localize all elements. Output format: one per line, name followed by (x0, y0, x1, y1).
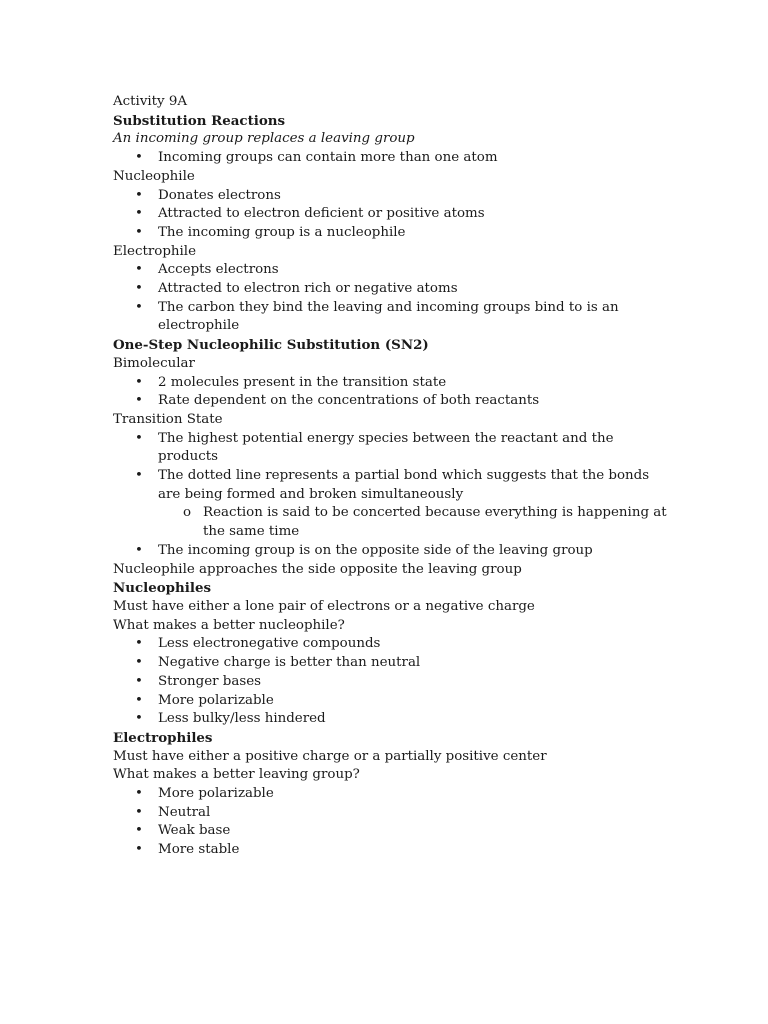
bullet-item (113, 374, 673, 393)
text-line: Must have either a positive charge or a partially positive center (113, 748, 547, 764)
section-heading: Nucleophiles (113, 580, 211, 597)
bullet-item (113, 822, 673, 841)
bullet-text: Less electronegative compounds (158, 636, 381, 652)
bullet-item (113, 654, 673, 673)
text-line: Nucleophile (113, 168, 195, 184)
bullet-marker: • (135, 150, 143, 166)
bullet-marker: • (135, 224, 143, 240)
bullet-text: The incoming group is on the opposite side of the leaving group (158, 542, 593, 558)
bullet-marker: • (135, 262, 143, 278)
bullet-marker: • (135, 542, 143, 558)
bullet-text: The carbon they bind the leaving and incoming groups bind to is an electrophile (158, 299, 619, 334)
bullet-marker: • (135, 711, 143, 727)
text-line: Activity 9A (113, 94, 188, 109)
bullet-text: Reaction is said to be concerted because everything is happening at the same time (203, 505, 667, 540)
bullet-marker: • (135, 393, 143, 409)
bullet-item (113, 299, 673, 336)
bullet-text: The dotted line represents a partial bond which suggests that the bonds are being formed and broken simultaneously (158, 468, 650, 502)
bullet-item (113, 280, 673, 299)
bullet-text: The incoming group is a nucleophile (158, 224, 406, 240)
italic-note: An incoming group replaces a leaving group (113, 131, 415, 147)
text-line: Nucleophile approaches the side opposite the leaving group (113, 561, 522, 577)
bullet-item (113, 692, 673, 711)
bullet-text: 2 molecules present in the transition state (158, 374, 447, 390)
bullet-text: Accepts electrons (158, 262, 279, 278)
section-heading: Substitution Reactions (113, 112, 286, 129)
text-line: What makes a better leaving group? (113, 767, 360, 783)
bullet-item (113, 392, 673, 411)
bullet-text: More polarizable (158, 692, 274, 708)
bullet-item (113, 542, 673, 561)
sub-bullet-item (113, 504, 673, 541)
bullet-text: More stable (158, 842, 240, 858)
bullet-item (113, 224, 673, 243)
text-line: What makes a better nucleophile? (113, 617, 345, 633)
bullet-marker: • (135, 786, 143, 802)
bullet-item (113, 635, 673, 654)
bullet-item (113, 149, 673, 168)
bullet-marker: • (135, 374, 143, 390)
bullet-marker: • (135, 842, 143, 858)
bullet-marker: • (135, 804, 143, 820)
section-heading: One-Step Nucleophilic Substitution (SN2) (113, 337, 429, 354)
bullet-item (113, 841, 673, 860)
bullet-item (113, 430, 673, 467)
bullet-marker: • (135, 692, 143, 708)
bullet-text: Attracted to electron rich or negative atoms (158, 281, 458, 297)
bullet-marker: • (135, 206, 143, 222)
bullet-text: The highest potential energy species between the reactant and the products (158, 430, 614, 465)
sub-bullet-marker: o (183, 505, 192, 521)
bullet-item (113, 205, 673, 224)
bullet-item (113, 785, 673, 804)
bullet-marker: • (135, 636, 143, 652)
bullet-item (113, 804, 673, 823)
text-line: Electrophile (113, 243, 197, 259)
text-line: Must have either a lone pair of electrons or a negative charge (113, 598, 535, 614)
bullet-marker: • (135, 430, 143, 446)
bullet-item (113, 467, 673, 504)
bullet-text: Donates electrons (158, 187, 281, 203)
bullet-text: Less bulky/less hindered (158, 711, 326, 727)
bullet-item (113, 261, 673, 280)
bullet-item (113, 710, 673, 729)
bullet-marker: • (135, 823, 143, 839)
document-body (113, 93, 673, 860)
bullet-marker: • (135, 281, 143, 297)
bullet-text: More polarizable (158, 786, 274, 802)
bullet-item (113, 187, 673, 206)
bullet-text: Attracted to electron deficient or positive atoms (158, 206, 485, 222)
text-line: Bimolecular (113, 355, 195, 371)
bullet-marker: • (135, 187, 143, 203)
bullet-text: Stronger bases (158, 673, 262, 689)
section-heading: Electrophiles (113, 729, 213, 746)
bullet-marker: • (135, 655, 143, 671)
text-line: Transition State (113, 411, 223, 427)
bullet-text: Weak base (158, 823, 231, 839)
bullet-text: Incoming groups can contain more than one atom (158, 150, 498, 166)
bullet-text: Negative charge is better than neutral (158, 655, 421, 671)
bullet-text: Neutral (158, 804, 211, 820)
bullet-item (113, 673, 673, 692)
bullet-marker: • (135, 673, 143, 689)
bullet-marker: • (135, 299, 143, 315)
bullet-marker: • (135, 468, 143, 484)
bullet-text: Rate dependent on the concentrations of both reactants (158, 393, 540, 409)
